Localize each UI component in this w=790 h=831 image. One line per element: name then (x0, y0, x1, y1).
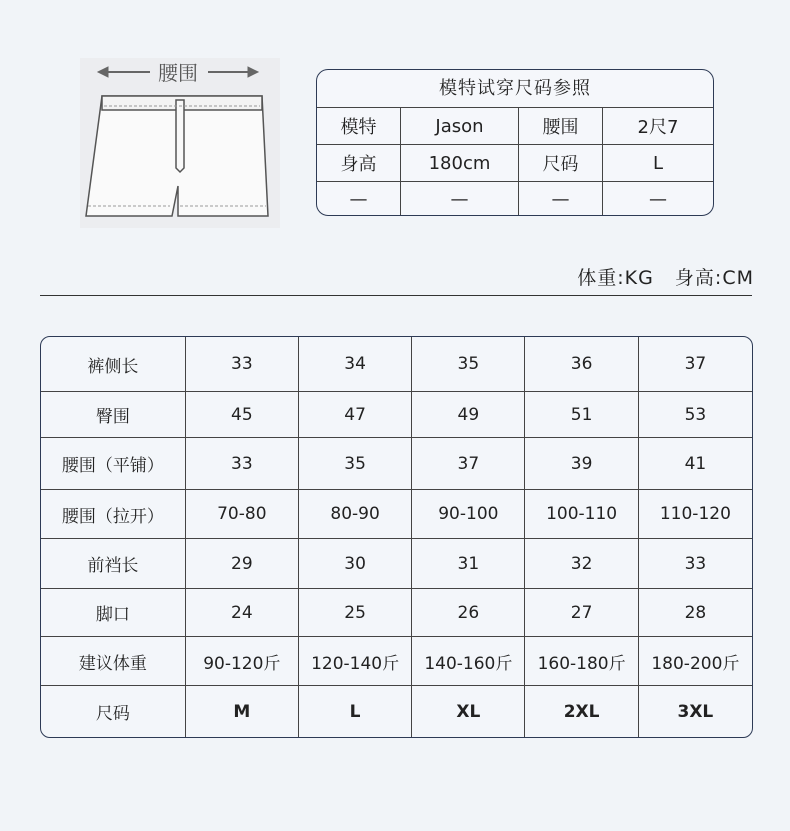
model-cell: 模特 (317, 108, 401, 144)
divider (40, 295, 752, 296)
size-table-row (41, 589, 752, 637)
size-chart-table (40, 336, 753, 738)
size-value-cell: 45 (186, 392, 299, 437)
model-table-title: 模特试穿尺码参照 (317, 70, 713, 108)
size-value-cell: 33 (684, 553, 707, 574)
size-value-cell: M (186, 686, 299, 737)
row-label: 前裆长 (41, 539, 186, 588)
row-label: 腰围（平铺） (41, 438, 186, 489)
size-value-cell: 25 (299, 589, 412, 636)
size-value-cell: L (299, 686, 412, 737)
size-table-row (41, 438, 752, 490)
size-value-cell: 35 (412, 337, 525, 391)
size-value-cell: 3XL (677, 701, 714, 722)
size-value-cell: 120-140斤 (299, 637, 412, 685)
size-value-cell: 27 (525, 589, 638, 636)
model-table-row (317, 145, 713, 182)
model-cell: — (401, 182, 519, 216)
size-value-cell: 26 (412, 589, 525, 636)
size-value-cell: 36 (525, 337, 638, 391)
size-value-cell: 24 (186, 589, 299, 636)
model-cell: Jason (401, 108, 519, 144)
model-cell: 尺码 (519, 145, 603, 181)
size-value-cell: 37 (684, 354, 707, 374)
model-table-row (317, 182, 713, 216)
size-value-cell: 100-110 (525, 490, 638, 538)
size-value-cell: XL (412, 686, 525, 737)
model-cell: — (317, 182, 401, 216)
size-value-cell: 37 (412, 438, 525, 489)
size-table-row (41, 337, 752, 392)
size-value-cell: 33 (186, 337, 299, 391)
model-cell: 腰围 (519, 108, 603, 144)
row-label: 尺码 (41, 686, 186, 737)
size-value-cell: 90-120斤 (186, 637, 299, 685)
size-table-row (41, 490, 752, 539)
size-value-cell: 51 (525, 392, 638, 437)
row-label: 裤侧长 (41, 337, 186, 391)
model-cell: — (519, 182, 603, 216)
row-label: 臀围 (41, 392, 186, 437)
size-value-cell: 41 (684, 453, 707, 474)
size-value-cell: 110-120 (659, 504, 731, 524)
model-cell: L (652, 152, 664, 174)
size-value-cell: 30 (299, 539, 412, 588)
size-value-cell: 39 (525, 438, 638, 489)
model-cell: 2尺7 (637, 117, 679, 138)
size-value-cell: 70-80 (186, 490, 299, 538)
model-cell: 180cm (401, 145, 519, 181)
row-label: 建议体重 (41, 637, 186, 685)
size-table-row (41, 392, 752, 438)
size-value-cell: 90-100 (412, 490, 525, 538)
size-value-cell: 180-200斤 (651, 653, 740, 674)
model-cell: — (649, 189, 667, 210)
shorts-diagram (80, 58, 280, 228)
size-value-cell: 140-160斤 (412, 637, 525, 685)
size-table-row (41, 686, 752, 737)
size-value-cell: 47 (299, 392, 412, 437)
size-value-cell: 160-180斤 (525, 637, 638, 685)
size-value-cell: 35 (299, 438, 412, 489)
model-fit-table (316, 69, 714, 216)
size-value-cell: 28 (684, 602, 707, 623)
model-cell: 身高 (317, 145, 401, 181)
size-value-cell: 34 (299, 337, 412, 391)
size-value-cell: 2XL (525, 686, 638, 737)
size-value-cell: 31 (412, 539, 525, 588)
row-label: 脚口 (41, 589, 186, 636)
size-table-row (41, 539, 752, 589)
size-value-cell: 49 (412, 392, 525, 437)
model-table-row (317, 108, 713, 145)
size-value-cell: 33 (186, 438, 299, 489)
row-label: 腰围（拉开） (41, 490, 186, 538)
units-label: 体重:KG 身高:CM (577, 267, 754, 289)
size-table-row (41, 637, 752, 686)
size-value-cell: 53 (684, 404, 707, 425)
size-value-cell: 80-90 (299, 490, 412, 538)
waist-label: 腰围 (158, 61, 198, 85)
size-value-cell: 32 (525, 539, 638, 588)
size-value-cell: 29 (186, 539, 299, 588)
